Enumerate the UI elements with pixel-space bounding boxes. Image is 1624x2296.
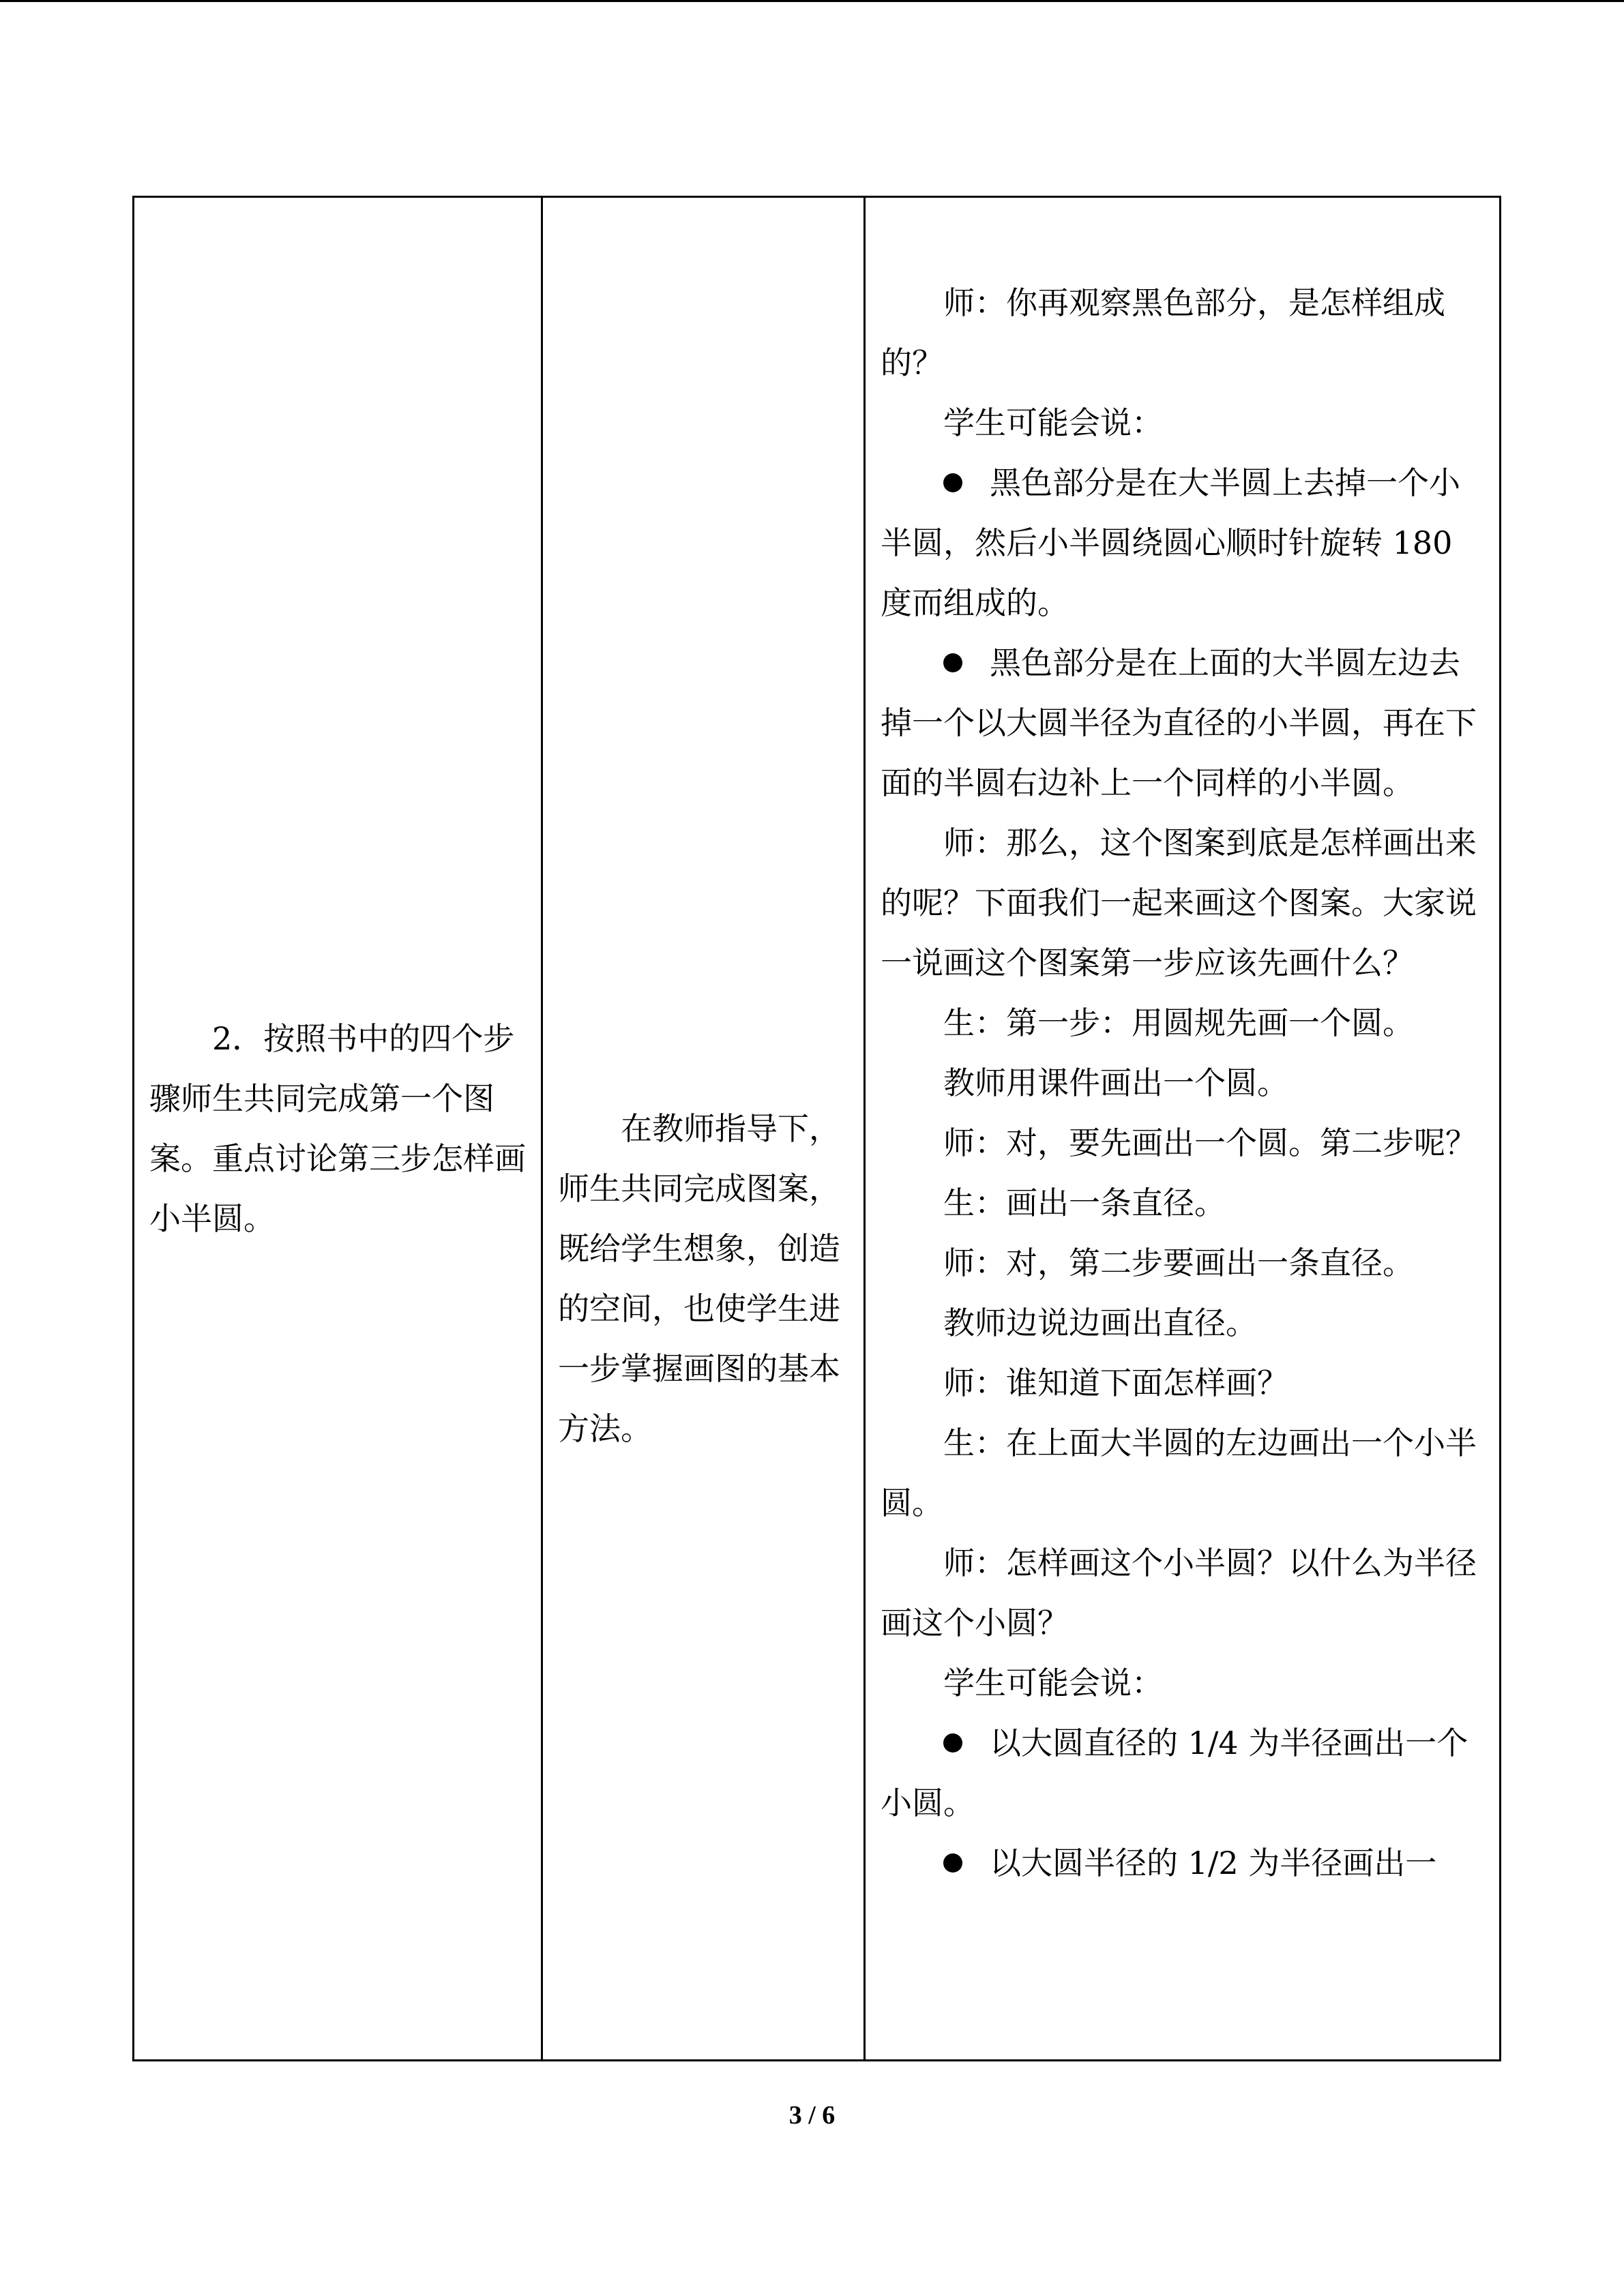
paragraph-text: 生：画出一条直径。: [943, 1184, 1226, 1221]
design-intent-cell: [542, 197, 865, 2061]
paragraph-text: 师：谁知道下面怎样画？: [943, 1365, 1288, 1401]
teaching-step-cell: [134, 197, 542, 2061]
bullet-item: [881, 633, 1484, 813]
dialogue-paragraph: [881, 393, 1484, 453]
paragraph-text: 教师用课件画出一个圆。: [943, 1064, 1288, 1101]
teaching-step-text: 2．按照书中的四个步骤师生共同完成第一个图案。重点讨论第三步怎样画小半圆。: [149, 1020, 526, 1237]
bullet-item: [881, 1713, 1484, 1833]
paragraph-text: 学生可能会说：: [943, 1665, 1163, 1701]
bullet-dot-icon: [943, 653, 962, 672]
paragraph-text: 黑色部分是在大半圆上去掉一个小半圆，然后小半圆绕圆心顺时针旋转 180 度而组成的。: [881, 464, 1460, 621]
paragraph-text: 以大圆半径的 1/2 为半径画出一: [990, 1845, 1437, 1881]
top-border-line: [0, 0, 1624, 2]
bullet-item: [881, 453, 1484, 633]
dialogue-paragraph: [881, 993, 1484, 1053]
dialogue-paragraph: [881, 813, 1484, 993]
paragraph-text: 以大圆直径的 1/4 为半径画出一个小圆。: [881, 1725, 1468, 1821]
paragraph-text: 教师边说边画出直径。: [943, 1304, 1257, 1341]
dialogue-paragraph: [881, 1293, 1484, 1353]
paragraph-text: 生：在上面大半圆的左边画出一个小半圆。: [881, 1425, 1477, 1521]
dialogue-paragraph: [881, 1113, 1484, 1173]
dialogue-container: [866, 198, 1499, 2059]
bullet-item: [881, 1833, 1484, 1893]
paragraph-text: 师：你再观察黑色部分，是怎样组成的？: [881, 284, 1445, 381]
lesson-plan-table: [132, 196, 1501, 2061]
dialogue-paragraph: [881, 1233, 1484, 1293]
dialogue-paragraph: [881, 1053, 1484, 1113]
paragraph-text: 师：那么，这个图案到底是怎样画出来的呢？下面我们一起来画这个图案。大家说一说画这个图案第一步应该先画什么？: [881, 824, 1477, 981]
page-number: 3 / 6: [788, 2101, 836, 2130]
bullet-dot-icon: [943, 473, 962, 492]
dialogue-paragraph: [881, 1413, 1484, 1533]
dialogue-paragraph: [881, 1533, 1484, 1653]
paragraph-text: 生：第一步：用圆规先画一个圆。: [943, 1004, 1414, 1041]
paragraph-text: 师：怎样画这个小半圆？以什么为半径画这个小圆？: [881, 1545, 1477, 1641]
classroom-dialogue-cell: [865, 197, 1501, 2061]
paragraph-text: 师：对，要先画出一个圆。第二步呢？: [943, 1124, 1477, 1161]
design-intent-text: 在教师指导下，师生共同完成图案，既给学生想象，创造的空间，也使学生进一步掌握画图的基本方法。: [558, 1110, 840, 1447]
dialogue-paragraph: [881, 1653, 1484, 1713]
bullet-dot-icon: [943, 1853, 962, 1873]
paragraph-text: 师：对，第二步要画出一条直径。: [943, 1244, 1414, 1281]
dialogue-paragraph: [881, 273, 1484, 393]
bullet-dot-icon: [943, 1733, 962, 1753]
table-row: [134, 197, 1501, 2061]
dialogue-paragraph: [881, 1353, 1484, 1413]
paragraph-text: 学生可能会说：: [943, 404, 1163, 441]
paragraph-text: 黑色部分是在上面的大半圆左边去掉一个以大圆半径为直径的小半圆，再在下面的半圆右边补上一个同样的小半圆。: [881, 644, 1477, 801]
dialogue-paragraph: [881, 1173, 1484, 1233]
